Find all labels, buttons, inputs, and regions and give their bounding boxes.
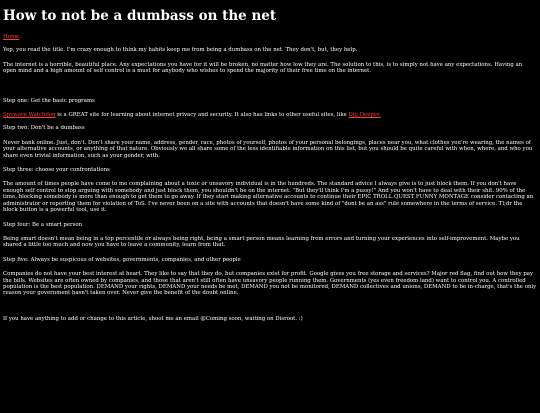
page-title: How to not be a dumbass on the net <box>3 8 277 24</box>
step-one-body <box>3 112 537 118</box>
step-two-body: Never bank online. Just, don't. Don't share your name, address, gender, race, photos of yourself, photos of your personal belongings, places near you, what clothes you're wearing, the names of your alternative accounts, or anything of that nature. Obviously we all share some of the less identifiable information on this list, but you should be quite careful with when, where, and who you share even trivial information, such as your gender, with. <box>3 139 533 159</box>
step-two-heading: Step two: Don't be a dumbass <box>3 125 85 132</box>
home-link[interactable]: Home <box>3 34 20 40</box>
step-three-body: The amount of times people have come to me complaining about a toxic or unsavory individual is in the hundreds. The standard advice I always give is to just block them. If you don't have enough self control to stop arguing with somebody and just block them, you shouldn't be on the internet. "But they'll think I'm a pussy!" And you won't have to deal with their shit. 90% of the time, blocking somebody is more than enough to get them to go away. If they start making alternative accounts to continue their EPIC TROLL QUEST FUNNY MONTAGE consider contacting an administrator or reporting them for violation of ToS. I've never been on a site with accounts that doesn't have some kind of "dont be an ass" rule somewhere in the terms of service. Tl;dr the block button is a powerful tool, use it. <box>3 181 534 214</box>
dig-deeper-link[interactable]: Dig Deeper. <box>348 112 381 119</box>
step-four-heading: Step four: Be a smart person <box>3 221 83 228</box>
step-four-body: Being smart doesn't mean being in a top percentile or always being right, being a smart person means learning from errors and turning your experiences into self-improvement. Maybe you shared a little too much and now you have to leave a community, learn from that. <box>3 235 520 249</box>
step-one-heading: Step one: Get the basic programs <box>3 97 95 104</box>
intro-paragraph-2: The internet is a horrible, beautiful place. Any expectations you have for it will be broken, no matter how low they are. The solution to this, is to simply not have any expectations. Having an open mind and a high amount of self control is a must for anybody who wishes to spend the majority of their free time on the internet. <box>3 61 523 75</box>
step-five-heading: Step five: Always be suspicous of websites, governments, companies, and other people <box>3 256 241 263</box>
step-three-heading: Step three: choose your confrontations <box>3 167 110 174</box>
intro-paragraph-1: Yep, you read the title. I'm crazy enough to think my habits keep me from being a dumbass on the net. They don't, but, they help. <box>3 47 358 54</box>
step-one-text: is a GREAT site for learning about internet privacy and security. It also has links to other useful sites, like <box>55 112 349 119</box>
spyware-watchdog-link[interactable]: Spyware Watchdog <box>3 112 56 119</box>
footer-text: If you have anything to add or change to this article, shoot me an email @Coming soon, waiting on Disroot. :) <box>3 315 303 322</box>
step-five-body: Companies do not have your best interest at heart. They like to say that they do, but companies exist for profit. Google gives you free storage and services? Major red flag, find out how they pay the bills. Websites are often owned by companies, and those that aren't still often have unsavory people running them. Governments (yes even freedom land) want to control you. A controlled population is the best population. DEMAND your rights, DEMAND your needs be met, DEMAND you not be monitored, DEMAND collectives and unions, DEMAND to be in-charge, that's the only reason your government hasn't taken over. Never give the benefit of the doubt online. <box>3 271 537 297</box>
